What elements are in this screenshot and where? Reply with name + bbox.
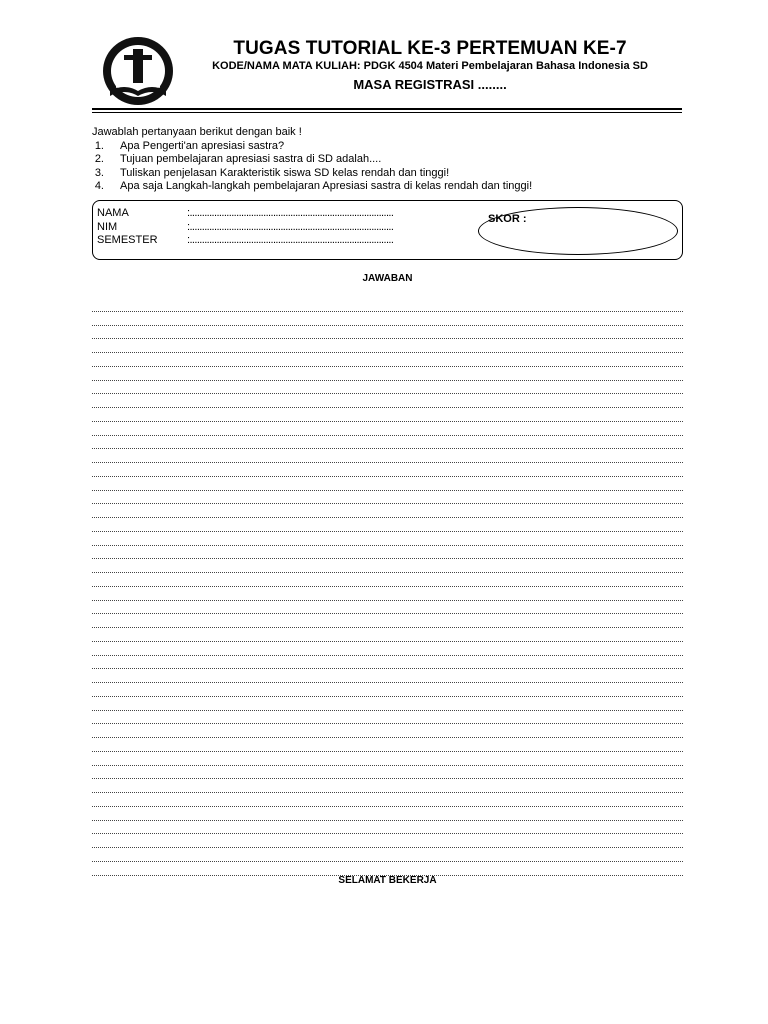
answer-line[interactable] — [92, 834, 683, 848]
question-text: Tujuan pembelajaran apresiasi sastra di SD adalah.... — [120, 153, 382, 165]
answer-line[interactable] — [92, 367, 683, 381]
identity-row-name — [97, 207, 393, 219]
answer-line[interactable] — [92, 807, 683, 821]
answer-line[interactable] — [92, 463, 683, 477]
registration-period: MASA REGISTRASI ........ — [353, 77, 507, 92]
answer-line[interactable] — [92, 724, 683, 738]
course-subtitle: KODE/NAMA MATA KULIAH: PDGK 4504 Materi Pembelajaran Bahasa Indonesia SD — [212, 60, 648, 72]
question-text: Tuliskan penjelasan Karakteristik siswa SD kelas rendah dan tinggi! — [120, 166, 450, 179]
answer-line[interactable] — [92, 738, 683, 752]
answer-line[interactable] — [92, 601, 683, 615]
answer-line[interactable] — [92, 862, 683, 876]
answer-line[interactable] — [92, 587, 683, 601]
answer-line[interactable] — [92, 326, 683, 340]
name-field[interactable]: :................................................................................... — [187, 207, 394, 219]
header-divider-thick — [92, 108, 682, 110]
answer-line[interactable] — [92, 408, 683, 422]
instructions-intro: Jawablah pertanyaan berikut dengan baik ! — [92, 126, 302, 138]
answer-line[interactable] — [92, 504, 683, 518]
identity-label: SEMESTER — [97, 234, 158, 246]
answer-line[interactable] — [92, 312, 683, 326]
question-item — [92, 140, 532, 154]
answer-section-title: JAWABAN — [362, 273, 413, 284]
answer-line[interactable] — [92, 477, 683, 491]
answer-line[interactable] — [92, 766, 683, 780]
answer-line[interactable] — [92, 436, 683, 450]
answer-line[interactable] — [92, 779, 683, 793]
answer-line[interactable] — [92, 573, 683, 587]
answer-line[interactable] — [92, 697, 683, 711]
question-item — [92, 167, 532, 181]
answer-line[interactable] — [92, 642, 683, 656]
answer-line[interactable] — [92, 559, 683, 573]
identity-label: NIM — [97, 221, 118, 233]
answer-line[interactable] — [92, 683, 683, 697]
answer-line[interactable] — [92, 656, 683, 670]
university-logo-icon — [100, 35, 176, 107]
identity-row-semester — [97, 234, 393, 246]
header-divider-thin — [92, 112, 682, 113]
answer-line[interactable] — [92, 422, 683, 436]
document-title: TUGAS TUTORIAL KE-3 PERTEMUAN KE-7 — [233, 38, 627, 59]
answer-line[interactable] — [92, 532, 683, 546]
answer-lines-area[interactable] — [92, 298, 683, 876]
nim-field[interactable]: :................................................................................... — [187, 221, 394, 233]
answer-line[interactable] — [92, 711, 683, 725]
question-number: 3. — [94, 166, 104, 179]
answer-line[interactable] — [92, 752, 683, 766]
question-number: 4. — [94, 180, 104, 192]
answer-line[interactable] — [92, 518, 683, 532]
answer-line[interactable] — [92, 669, 683, 683]
answer-line[interactable] — [92, 821, 683, 835]
question-number: 1. — [94, 139, 104, 152]
answer-line[interactable] — [92, 628, 683, 642]
question-item — [92, 153, 532, 167]
answer-line[interactable] — [92, 491, 683, 505]
answer-line[interactable] — [92, 298, 683, 312]
answer-line[interactable] — [92, 394, 683, 408]
question-list — [92, 140, 532, 194]
answer-line[interactable] — [92, 339, 683, 353]
answer-line[interactable] — [92, 353, 683, 367]
answer-line[interactable] — [92, 449, 683, 463]
question-text: Apa saja Langkah-langkah pembelajaran Apresiasi sastra di kelas rendah dan tinggi! — [120, 180, 533, 192]
question-item — [92, 180, 532, 194]
answer-line[interactable] — [92, 793, 683, 807]
semester-field[interactable]: :................................................................................... — [187, 234, 394, 246]
student-identity-box — [92, 200, 683, 260]
closing-text: SELAMAT BEKERJA — [338, 875, 437, 886]
score-label: SKOR : — [488, 213, 527, 225]
identity-row-nim — [97, 221, 393, 233]
answer-line[interactable] — [92, 381, 683, 395]
question-text: Apa Pengerti'an apresiasi sastra? — [120, 139, 285, 152]
answer-line[interactable] — [92, 614, 683, 628]
instructions-block — [92, 126, 532, 194]
answer-line[interactable] — [92, 546, 683, 560]
identity-label: NAMA — [97, 207, 129, 219]
question-number: 2. — [94, 153, 104, 165]
answer-line[interactable] — [92, 848, 683, 862]
